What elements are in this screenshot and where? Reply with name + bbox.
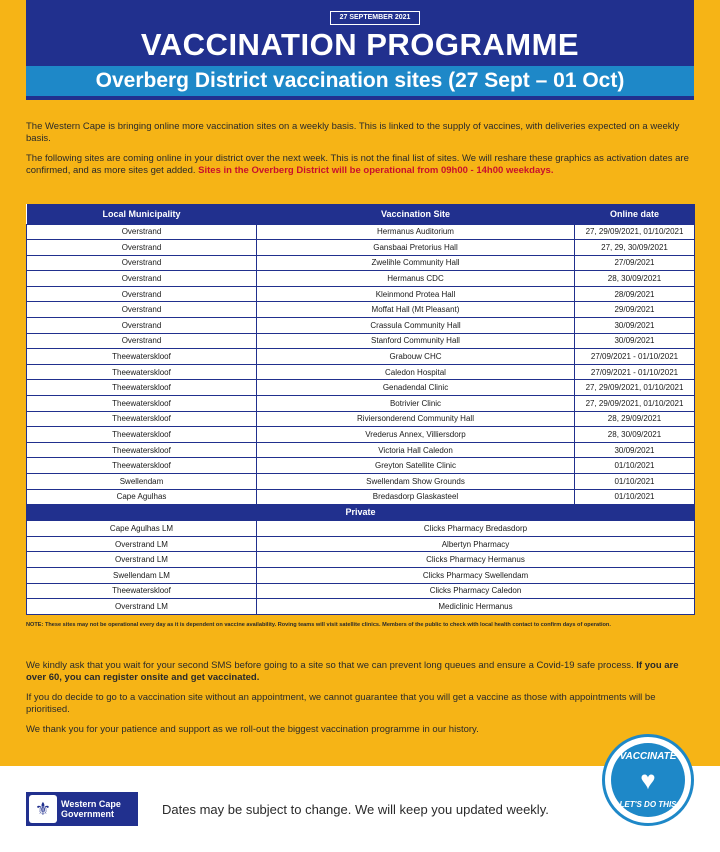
date-cell: 29/09/2021 bbox=[575, 302, 695, 318]
body-text bbox=[26, 660, 698, 745]
site-cell: Clicks Pharmacy Hermanus bbox=[257, 552, 695, 568]
page-subtitle: Overberg District vaccination sites (27 Sept – 01 Oct) bbox=[95, 69, 625, 92]
badge-top-text: VACCINATE bbox=[619, 751, 677, 762]
intro-p2-text: The following sites are coming online in your district over the next week. This is not the final list of sites. We will reshare these graphics as activation dates are confirmed, and as more sites get added. bbox=[26, 153, 689, 176]
intro-paragraph-2 bbox=[26, 153, 698, 176]
header bbox=[26, 0, 694, 100]
date-cell: 01/10/2021 bbox=[575, 474, 695, 490]
municipality-cell: Overstrand bbox=[27, 271, 257, 287]
municipality-cell: Overstrand bbox=[27, 318, 257, 334]
private-section-row bbox=[27, 505, 695, 521]
date-cell: 27, 29/09/2021, 01/10/2021 bbox=[575, 396, 695, 412]
table-row bbox=[27, 364, 695, 380]
table-row bbox=[27, 552, 695, 568]
table-row bbox=[27, 271, 695, 287]
table-row bbox=[27, 458, 695, 474]
subtitle-bar bbox=[26, 66, 694, 96]
municipality-cell: Overstrand bbox=[27, 286, 257, 302]
date-cell: 28, 29/09/2021 bbox=[575, 411, 695, 427]
table-row bbox=[27, 536, 695, 552]
municipality-cell: Overstrand bbox=[27, 302, 257, 318]
date-cell: 30/09/2021 bbox=[575, 333, 695, 349]
date-cell: 01/10/2021 bbox=[575, 458, 695, 474]
site-cell: Greyton Satellite Clinic bbox=[257, 458, 575, 474]
table-row bbox=[27, 255, 695, 271]
date-cell: 27, 29, 30/09/2021 bbox=[575, 240, 695, 256]
date-cell: 28, 30/09/2021 bbox=[575, 271, 695, 287]
private-section-label: Private bbox=[27, 505, 695, 521]
municipality-cell: Theewaterskloof bbox=[27, 396, 257, 412]
private-sites-body bbox=[27, 521, 695, 615]
sites-table-wrapper bbox=[26, 204, 694, 615]
header-site: Vaccination Site bbox=[257, 204, 575, 224]
table-row bbox=[27, 599, 695, 615]
date-cell: 27/09/2021 - 01/10/2021 bbox=[575, 364, 695, 380]
table-row bbox=[27, 521, 695, 537]
table-row bbox=[27, 396, 695, 412]
date-cell: 30/09/2021 bbox=[575, 318, 695, 334]
municipality-cell: Theewaterskloof bbox=[27, 380, 257, 396]
logo-text: Western Cape Government bbox=[61, 799, 121, 819]
table-row bbox=[27, 411, 695, 427]
site-cell: Swellendam Show Grounds bbox=[257, 474, 575, 490]
site-cell: Hermanus CDC bbox=[257, 271, 575, 287]
table-row bbox=[27, 442, 695, 458]
site-cell: Albertyn Pharmacy bbox=[257, 536, 695, 552]
date-cell: 27, 29/09/2021, 01/10/2021 bbox=[575, 224, 695, 240]
site-cell: Clicks Pharmacy Bredasdorp bbox=[257, 521, 695, 537]
vaccinate-badge bbox=[602, 734, 694, 826]
site-cell: Genadendal Clinic bbox=[257, 380, 575, 396]
site-cell: Gansbaai Pretorius Hall bbox=[257, 240, 575, 256]
site-cell: Clicks Pharmacy Swellendam bbox=[257, 567, 695, 583]
coat-of-arms-icon: ⚜ bbox=[29, 795, 57, 823]
municipality-cell: Swellendam bbox=[27, 474, 257, 490]
date-cell: 28, 30/09/2021 bbox=[575, 427, 695, 443]
date-cell: 28/09/2021 bbox=[575, 286, 695, 302]
header-date: Online date bbox=[575, 204, 695, 224]
municipality-cell: Cape Agulhas bbox=[27, 489, 257, 505]
municipality-cell: Swellendam LM bbox=[27, 567, 257, 583]
page-title: VACCINATION PROGRAMME bbox=[140, 27, 580, 62]
date-cell: 27/09/2021 - 01/10/2021 bbox=[575, 349, 695, 365]
table-row bbox=[27, 318, 695, 334]
site-cell: Caledon Hospital bbox=[257, 364, 575, 380]
table-row bbox=[27, 489, 695, 505]
municipality-cell: Cape Agulhas LM bbox=[27, 521, 257, 537]
municipality-cell: Overstrand LM bbox=[27, 552, 257, 568]
badge-inner bbox=[611, 743, 685, 817]
site-cell: Botrivier Clinic bbox=[257, 396, 575, 412]
municipality-cell: Theewaterskloof bbox=[27, 583, 257, 599]
heart-plaster-icon: ♥ bbox=[640, 765, 656, 795]
over-60-note: If you are over 60, you can register onsite and get vaccinated. bbox=[26, 660, 679, 683]
municipality-cell: Theewaterskloof bbox=[27, 427, 257, 443]
table-row bbox=[27, 286, 695, 302]
site-cell: Victoria Hall Caledon bbox=[257, 442, 575, 458]
site-cell: Stanford Community Hall bbox=[257, 333, 575, 349]
site-cell: Grabouw CHC bbox=[257, 349, 575, 365]
site-cell: Crassula Community Hall bbox=[257, 318, 575, 334]
table-row bbox=[27, 427, 695, 443]
table-row bbox=[27, 302, 695, 318]
table-row bbox=[27, 567, 695, 583]
site-cell: Zwelihle Community Hall bbox=[257, 255, 575, 271]
municipality-cell: Overstrand LM bbox=[27, 599, 257, 615]
body-p1-text: We kindly ask that you wait for your second SMS before going to a site so that we can prevent long queues and ensure a Covid-19 safe process. bbox=[26, 660, 634, 671]
table-row bbox=[27, 240, 695, 256]
municipality-cell: Theewaterskloof bbox=[27, 349, 257, 365]
table-row bbox=[27, 380, 695, 396]
date-cell: 27/09/2021 bbox=[575, 255, 695, 271]
table-row bbox=[27, 224, 695, 240]
municipality-cell: Overstrand bbox=[27, 240, 257, 256]
site-cell: Bredasdorp Glaskasteel bbox=[257, 489, 575, 505]
municipality-cell: Theewaterskloof bbox=[27, 411, 257, 427]
site-cell: Kleinmond Protea Hall bbox=[257, 286, 575, 302]
municipality-cell: Overstrand LM bbox=[27, 536, 257, 552]
table-note: NOTE: These sites may not be operational every day as it is dependent on vaccine availability. Roving teams will visit satellite clinics. Members of the public to check with local health contact to confirm days of operation. bbox=[26, 622, 611, 628]
table-row bbox=[27, 333, 695, 349]
site-cell: Moffat Hall (Mt Pleasant) bbox=[257, 302, 575, 318]
date-badge: 27 SEPTEMBER 2021 bbox=[330, 11, 420, 25]
intro-text bbox=[26, 121, 698, 185]
header-municipality: Local Municipality bbox=[27, 204, 257, 224]
site-cell: Hermanus Auditorium bbox=[257, 224, 575, 240]
site-cell: Clicks Pharmacy Caledon bbox=[257, 583, 695, 599]
table-row bbox=[27, 583, 695, 599]
badge-bottom-text: LET'S DO THIS bbox=[619, 800, 677, 809]
table-row bbox=[27, 474, 695, 490]
site-cell: Riviersonderend Community Hall bbox=[257, 411, 575, 427]
intro-paragraph-1: The Western Cape is bringing online more vaccination sites on a weekly basis. This is linked to the supply of vaccines, with deliveries expected on a weekly basis. bbox=[26, 121, 680, 144]
operating-hours-note: Sites in the Overberg District will be operational from 09h00 - 14h00 weekdays. bbox=[198, 164, 554, 176]
municipality-cell: Overstrand bbox=[27, 255, 257, 271]
site-cell: Mediclinic Hermanus bbox=[257, 599, 695, 615]
date-cell: 01/10/2021 bbox=[575, 489, 695, 505]
table-row bbox=[27, 349, 695, 365]
municipality-cell: Overstrand bbox=[27, 333, 257, 349]
sites-table bbox=[26, 204, 695, 615]
date-cell: 30/09/2021 bbox=[575, 442, 695, 458]
body-paragraph-1 bbox=[26, 660, 698, 683]
municipality-cell: Theewaterskloof bbox=[27, 442, 257, 458]
municipality-cell: Theewaterskloof bbox=[27, 364, 257, 380]
private-section bbox=[27, 505, 695, 521]
site-cell: Vrederus Annex, Villiersdorp bbox=[257, 427, 575, 443]
date-cell: 27, 29/09/2021, 01/10/2021 bbox=[575, 380, 695, 396]
body-paragraph-2: If you do decide to go to a vaccination site without an appointment, we cannot guarantee that you will get a vaccine as those with appointments will be prioritised. bbox=[26, 692, 656, 715]
western-cape-government-logo bbox=[26, 792, 138, 826]
body-paragraph-3: We thank you for your patience and support as we roll-out the biggest vaccination programme in our history. bbox=[26, 724, 479, 735]
table-header-row bbox=[27, 204, 695, 224]
footer-disclaimer: Dates may be subject to change. We will keep you updated weekly. bbox=[162, 802, 549, 817]
public-sites-body bbox=[27, 224, 695, 505]
municipality-cell: Overstrand bbox=[27, 224, 257, 240]
municipality-cell: Theewaterskloof bbox=[27, 458, 257, 474]
